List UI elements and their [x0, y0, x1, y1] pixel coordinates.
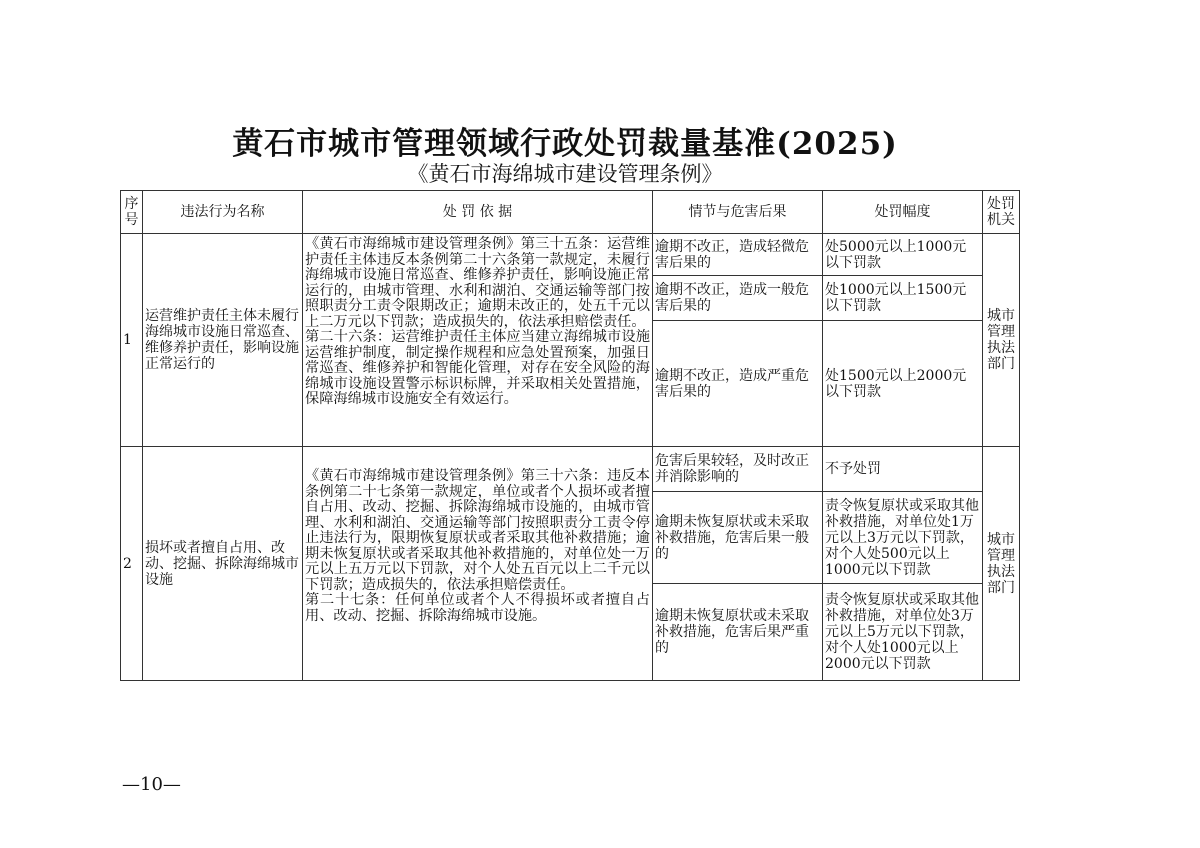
circumstance-text: 逾期不改正，造成严重危害后果的 — [655, 367, 809, 400]
range-text: 不予处罚 — [825, 461, 881, 477]
row-1-level-2-circumstance — [652, 275, 823, 321]
header-authority — [982, 190, 1020, 234]
row-2-level-3-circumstance — [652, 583, 823, 681]
violation-name: 损坏或者擅自占用、改动、挖掘、拆除海绵城市设施 — [145, 539, 299, 588]
penalty-basis: 《黄石市海绵城市建设管理条例》第三十五条：运营维护责任主体违反本条例第二十六条第一款规定，未履行海绵城市设施日常巡查、维修养护责任，影响设施正常运行的，由城市管理、水利和湖泊、交通运输等部门按照职责分工责令限期改正；逾期未改正的，处五千元以上二万元以下罚款；造成损失的，依法承担赔偿责任。 第二十六条：运营维护责任主体应当建立海绵城市设施运营维护制度，制定操作规程和应急处置预案，加强日常巡查、维修养护和智能化管理，对存在安全风险的海绵城市设施设置警示标识标牌，并采取相关处置措施，保障海绵城市设施安全有效运行。 — [305, 236, 650, 407]
header-name-label: 违法行为名称 — [180, 204, 265, 220]
circumstance-text: 逾期未恢复原状或未采取补救措施，危害后果严重的 — [655, 608, 809, 656]
header-range — [822, 190, 983, 234]
row-1-level-1-range — [822, 233, 983, 276]
range-text: 处5000元以上1000元以下罚款 — [825, 238, 967, 271]
page-number: —10— — [122, 774, 181, 795]
header-range-label: 处罚幅度 — [874, 204, 931, 220]
row-number: 2 — [123, 555, 132, 572]
header-authority-label: 处罚机关 — [987, 196, 1015, 228]
header-circumstance — [652, 190, 823, 234]
row-2-level-1-range — [822, 446, 983, 492]
circumstance-text: 逾期不改正，造成一般危害后果的 — [655, 282, 809, 314]
table-row-1-authority — [982, 233, 1020, 447]
header-no — [120, 190, 143, 234]
header-no-label: 序号 — [124, 196, 139, 228]
row-number: 1 — [123, 332, 132, 348]
row-2-level-3-range — [822, 583, 983, 681]
header-circumstance-label: 情节与危害后果 — [688, 204, 787, 220]
row-1-level-3-circumstance — [652, 320, 823, 447]
table-row-2-basis — [302, 446, 653, 681]
circumstance-text: 逾期不改正，造成轻微危害后果的 — [655, 238, 809, 271]
row-2-level-2-circumstance — [652, 491, 823, 584]
row-1-level-1-circumstance — [652, 233, 823, 276]
document-title: 黄石市城市管理领域行政处罚裁量基准(2025) — [232, 126, 898, 162]
authority-text: 城市管理执法部门 — [987, 308, 1015, 372]
row-2-level-1-circumstance — [652, 446, 823, 492]
table-row-1-name — [142, 233, 303, 447]
penalty-basis: 《黄石市海绵城市建设管理条例》第三十六条：违反本条例第二十七条第一款规定，单位或者个人损坏或者擅自占用、改动、挖掘、拆除海绵城市设施的，由城市管理、水利和湖泊、交通运输等部门按照职责分工责令停止违法行为，限期恢复原状或者采取其他补救措施；逾期未恢复原状或者采取其他补救措施的，对单位处一万元以上五万元以下罚款，对个人处五百元以上二千元以下罚款；造成损失的，依法承担赔偿责任。 第二十七条：任何单位或者个人不得损坏或者擅自占用、改动、挖掘、拆除海绵城市设施。 — [305, 468, 650, 624]
header-basis-label: 处 罚 依 据 — [442, 204, 513, 220]
table-row-2-no — [120, 446, 143, 681]
range-text: 处1000元以上1500元以下罚款 — [825, 282, 967, 314]
authority-text: 城市管理执法部门 — [987, 531, 1015, 596]
table-row-2-name — [142, 446, 303, 681]
range-text: 处1500元以上2000元以下罚款 — [825, 367, 967, 400]
circumstance-text: 危害后果较轻，及时改正并消除影响的 — [655, 453, 809, 485]
row-1-level-2-range — [822, 275, 983, 321]
table-row-2-authority — [982, 446, 1020, 681]
document-subtitle: 《黄石市海绵城市建设管理条例》 — [407, 162, 723, 186]
header-name — [142, 190, 303, 234]
header-basis — [302, 190, 653, 234]
range-text: 责令恢复原状或采取其他补救措施，对单位处3万元以上5万元以下罚款，对个人处1000元以上2000元以下罚款 — [825, 592, 979, 672]
table-row-1-no — [120, 233, 143, 447]
row-1-level-3-range — [822, 320, 983, 447]
table-row-1-basis — [302, 233, 653, 447]
range-text: 责令恢复原状或采取其他补救措施，对单位处1万元以上3万元以下罚款，对个人处500元以上1000元以下罚款 — [825, 497, 979, 578]
circumstance-text: 逾期未恢复原状或未采取补救措施，危害后果一般的 — [655, 513, 809, 562]
row-2-level-2-range — [822, 491, 983, 584]
violation-name: 运营维护责任主体未履行海绵城市设施日常巡查、维修养护责任，影响设施正常运行的 — [145, 308, 299, 372]
